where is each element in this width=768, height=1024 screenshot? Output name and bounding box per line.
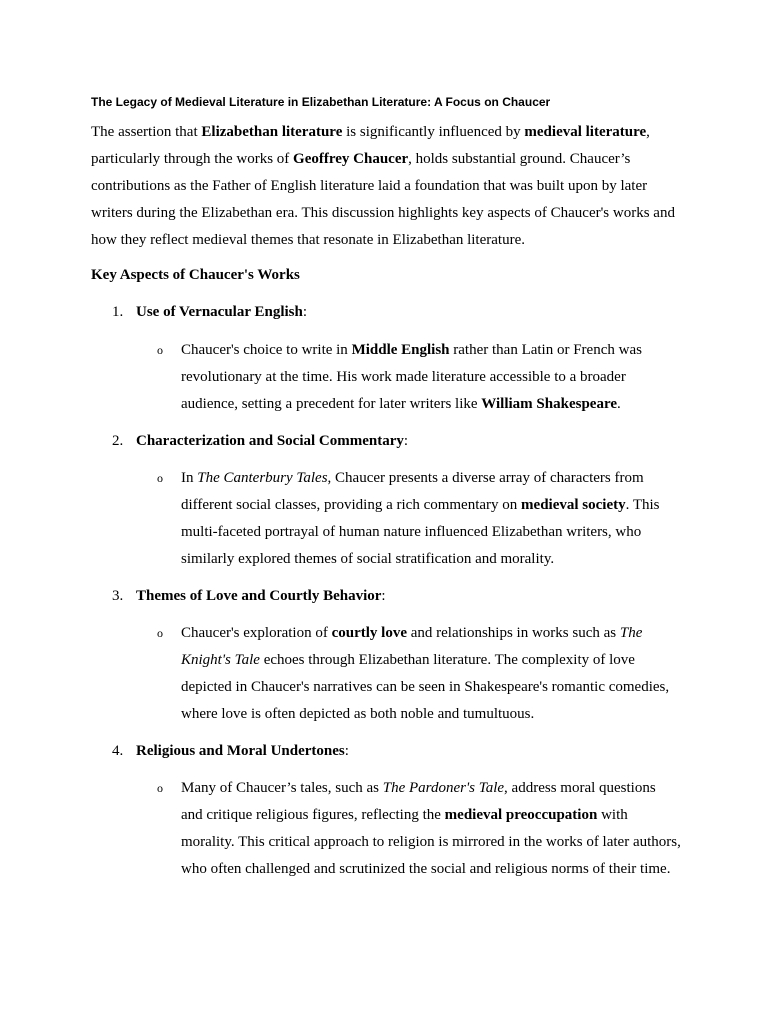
text-run: . This multi-faceted portrayal of human nature influenced Elizabethan writers, who similarly explored themes of social stratification and morality. [181,497,660,567]
list-item-title: Themes of Love and Courtly Behavior [136,588,382,604]
bold-term: medieval preoccupation [444,807,598,823]
bullet-icon: o [157,626,163,640]
list-item-colon: : [403,433,409,449]
bold-term: Middle English [351,342,450,358]
text-run: Many of Chaucer’s tales, such as [181,780,383,796]
text-run: and relationships in works such as [406,625,620,641]
text-run: Chaucer's exploration of [181,625,332,641]
bullet-text [181,465,681,573]
list-number: 2. [112,433,124,449]
list-item-heading [112,299,712,326]
list-item-heading [112,583,712,610]
italic-title: The Canterbury Tales [197,470,328,486]
text-run: Chaucer's choice to write in [181,342,352,358]
list-item-colon: : [381,588,386,604]
intro-paragraph [91,119,691,254]
list-item-title: Use of Vernacular English [136,304,303,320]
bold-term: William Shakespeare [481,396,617,412]
bullet-text [181,337,681,418]
list-item-colon: : [302,304,308,320]
bullet-text [181,775,681,883]
list-number: 3. [112,588,124,604]
italic-title: The Pardoner's Tale [382,780,505,796]
intro-bold-term: Geoffrey Chaucer [293,151,409,167]
list-number: 1. [112,304,124,320]
bullet-text [181,620,681,728]
text-run: echoes through Elizabethan literature. The complexity of love depicted in Chaucer's narratives can be seen in Shakespeare's romantic comedies, where love is often depicted as both noble and tumultuous. [181,652,670,722]
text-run: with morality. This critical approach to religion is mirrored in the works of later authors, who often challenged and scrutinized the social and religious norms of their time. [181,807,681,877]
text-run: . [617,396,621,412]
list-item-heading [112,428,712,455]
list-item-colon: : [344,743,349,759]
bullet-icon: o [157,781,163,795]
intro-text: , particularly through the works of [91,124,650,167]
intro-text: is significantly influenced by [342,124,525,140]
text-run: rather than Latin or French was revolutionary at the time. His work made literature accessible to a broader audience, setting a precedent for later writers like [181,342,642,412]
bullet-icon: o [157,471,163,485]
text-run: In [181,470,198,486]
bold-term: courtly love [331,625,407,641]
italic-title: The Knight's Tale [181,625,643,668]
intro-text: , holds substantial ground. Chaucer’s contributions as the Father of English literature laid a foundation that was built upon by later writers during the Elizabethan era. This discussion highlights key aspects of Chaucer's works and how they reflect medieval themes that resonate in Elizabethan literature. [91,151,675,248]
intro-text: The assertion that [91,124,202,140]
bullet-icon: o [157,343,163,357]
document-title: The Legacy of Medieval Literature in Elizabethan Literature: A Focus on Chaucer [91,95,551,109]
list-item-title: Characterization and Social Commentary [136,433,404,449]
list-item-title: Religious and Moral Undertones [136,743,345,759]
text-run: , address moral questions and critique religious figures, reflecting the [181,780,656,823]
text-run: , Chaucer presents a diverse array of characters from different social classes, providing a rich commentary on [181,470,644,513]
section-heading: Key Aspects of Chaucer's Works [91,267,300,283]
intro-bold-term: medieval literature [524,124,647,140]
bold-term: medieval society [521,497,626,513]
list-number: 4. [112,743,124,759]
intro-bold-term: Elizabethan literature [201,124,343,140]
list-item-heading [112,738,712,765]
